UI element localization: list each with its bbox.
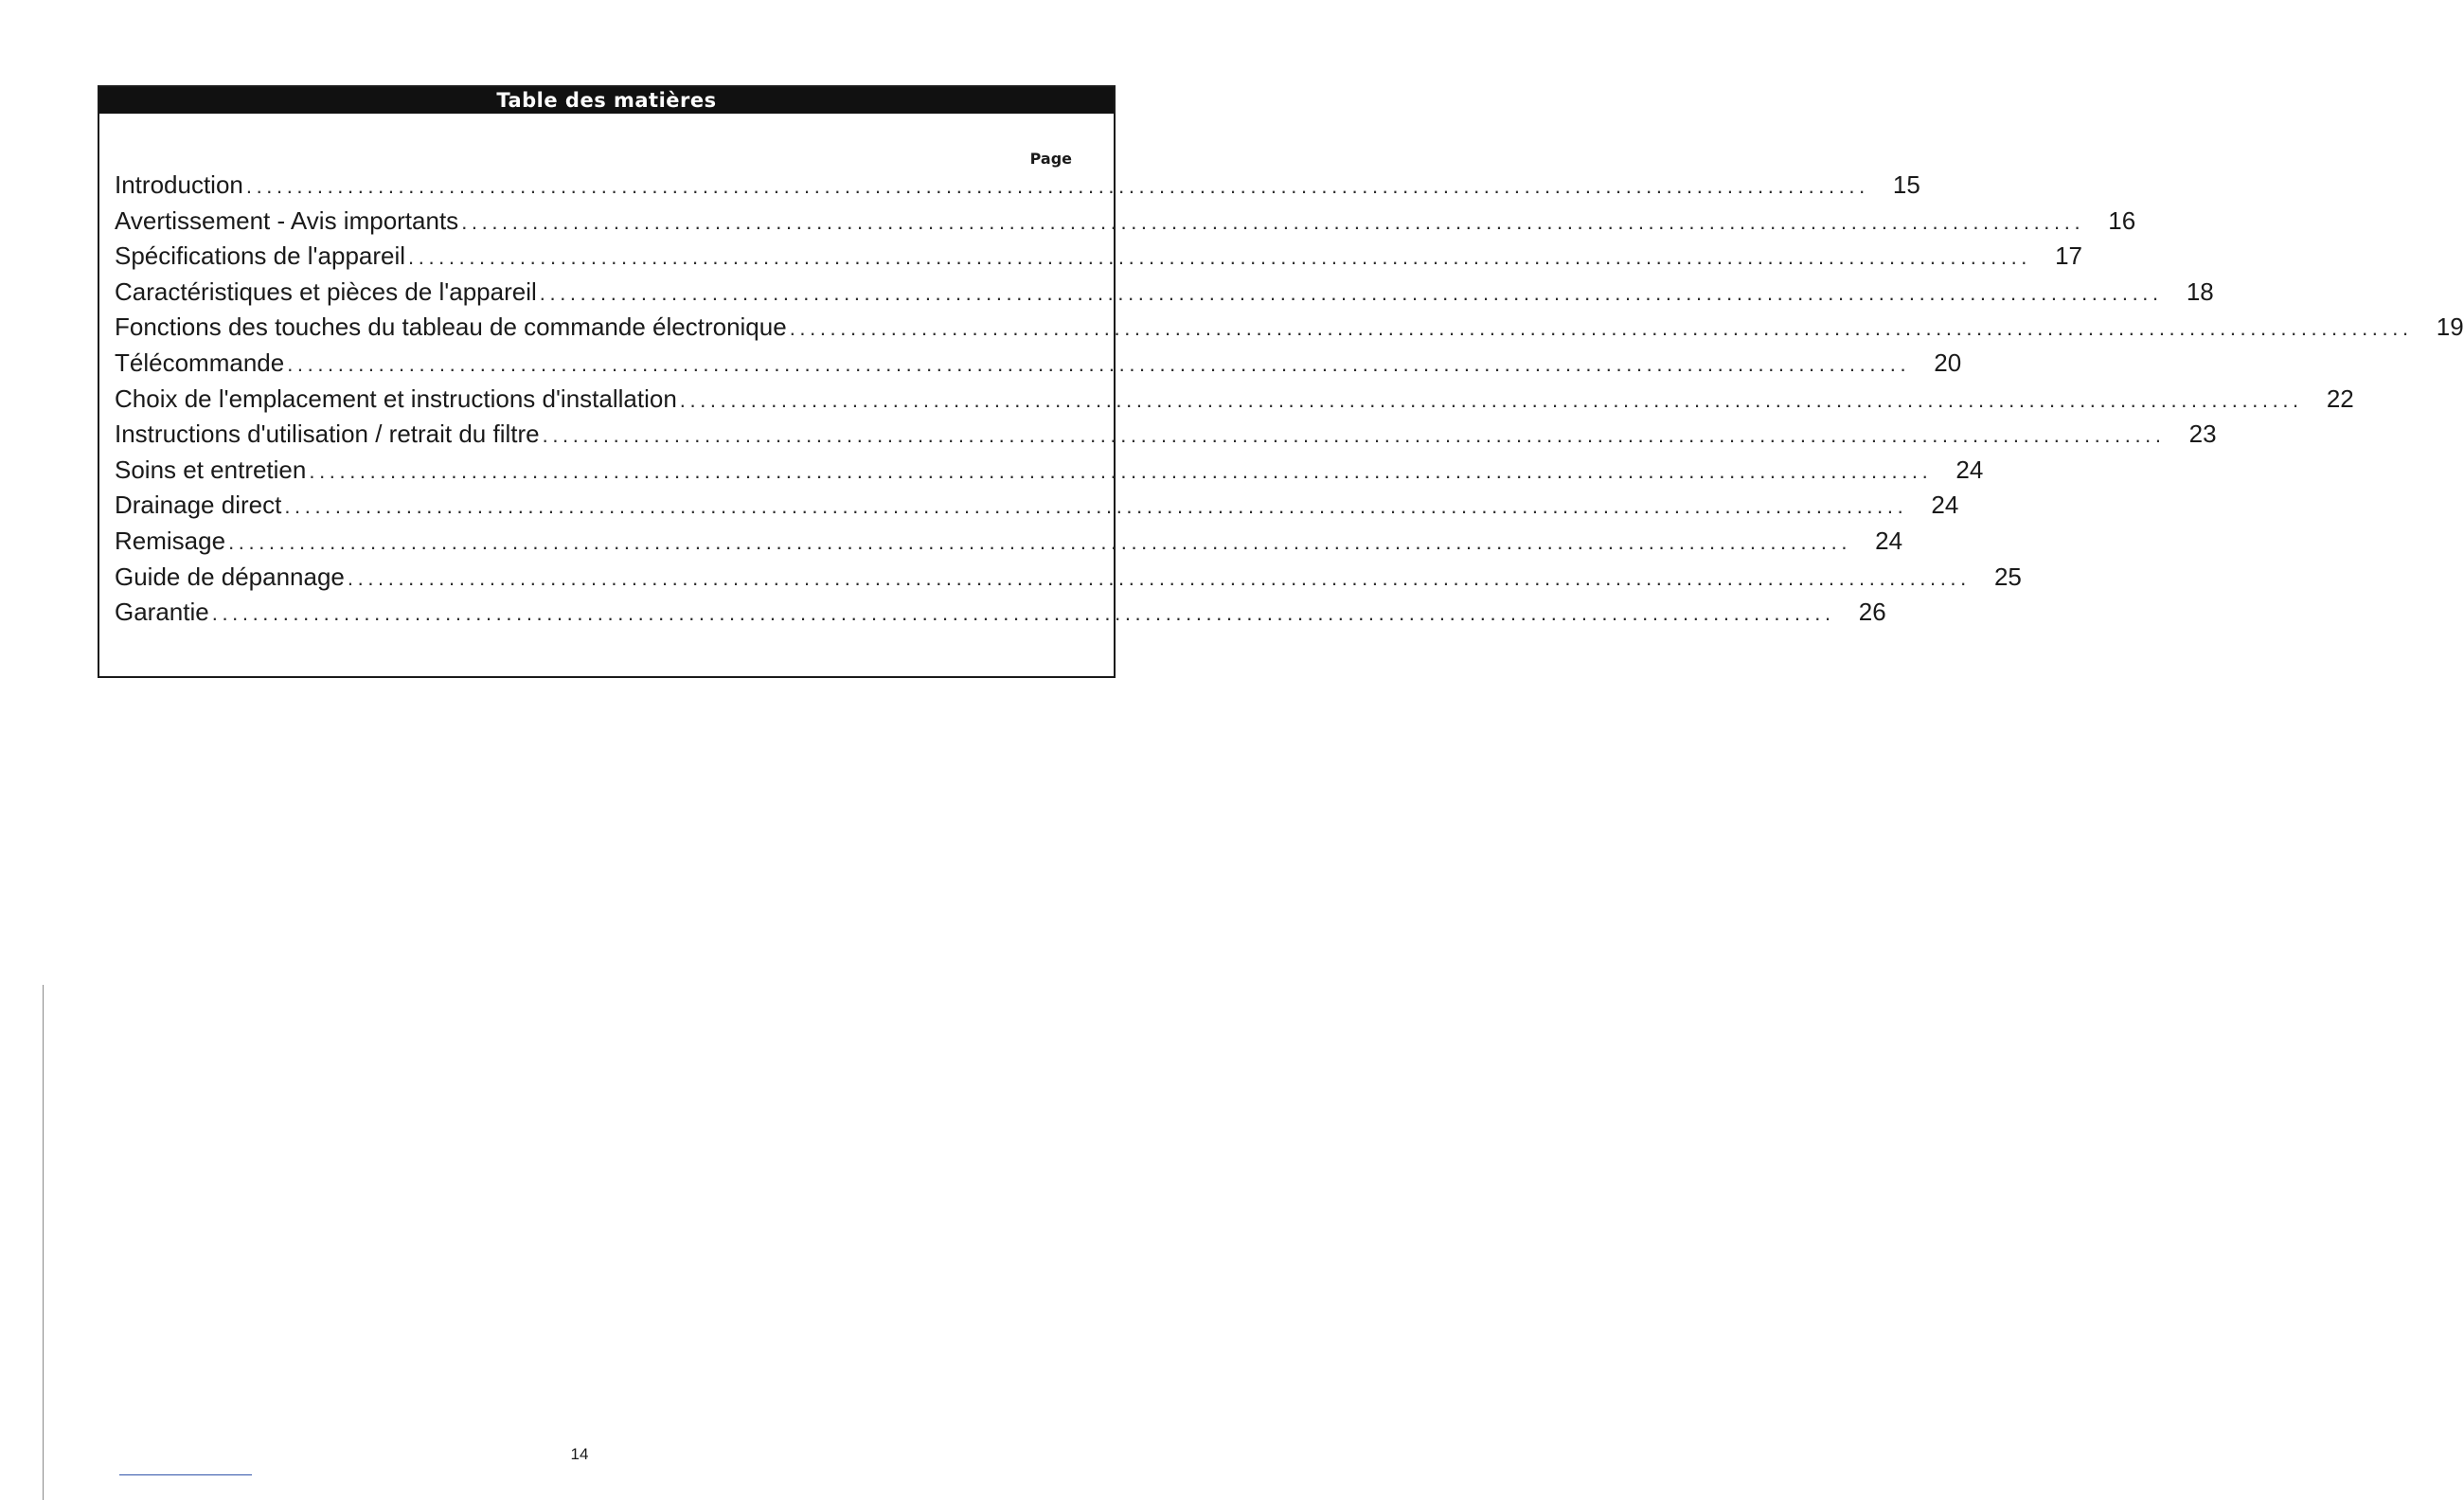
toc-entry xyxy=(115,277,2214,313)
toc-entry-page: 16 xyxy=(2108,205,2136,235)
toc-entry-page: 23 xyxy=(2188,420,2217,449)
toc-entry xyxy=(115,241,2083,277)
dot-leader: ................................................................................................................................................................ xyxy=(679,387,2303,412)
toc-entry-label: Spécifications de l'appareil xyxy=(115,241,406,271)
toc-entry xyxy=(115,455,1984,491)
toc-entry-page: 26 xyxy=(1858,598,1886,627)
dot-leader: ................................................................................................................................................................ xyxy=(309,458,1933,483)
toc-entry xyxy=(115,348,1962,384)
toc-entry xyxy=(115,562,2022,598)
toc-title: Table des matières xyxy=(99,87,1114,114)
page-column-label: Page xyxy=(1029,150,1072,168)
toc-entry-label: Instructions d'utilisation / retrait du filtre xyxy=(115,420,540,449)
toc-entry xyxy=(115,420,2217,455)
toc-entry xyxy=(115,170,1920,206)
dot-leader: ................................................................................................................................................................ xyxy=(347,565,1971,590)
toc-list xyxy=(115,170,2464,634)
toc-entry xyxy=(115,205,2136,242)
toc-entry-page: 24 xyxy=(1875,526,1903,555)
toc-entry-label: Soins et entretien xyxy=(115,455,307,484)
footnote-rule xyxy=(119,1474,252,1475)
page-number: 14 xyxy=(570,1445,589,1463)
toc-entry-page: 24 xyxy=(1931,491,1959,520)
toc-entry xyxy=(115,598,1886,634)
toc-entry xyxy=(115,384,2354,420)
dot-leader: ................................................................................................................................................................ xyxy=(211,601,1835,626)
toc-entry-page: 19 xyxy=(2436,312,2464,342)
toc-entry-label: Caractéristiques et pièces de l'appareil xyxy=(115,277,537,306)
dot-leader: ................................................................................................................................................................ xyxy=(408,245,2032,270)
table-of-contents-box xyxy=(98,85,2464,678)
toc-entry xyxy=(115,312,2464,348)
toc-entry-label: Drainage direct xyxy=(115,491,282,520)
toc-entry-label: Télécommande xyxy=(115,348,285,377)
toc-entry-label: Avertissement - Avis importants xyxy=(115,205,459,235)
dot-leader: ................................................................................................................................................................ xyxy=(287,351,1911,376)
toc-entry-label: Choix de l'emplacement et instructions d'installation xyxy=(115,384,677,413)
toc-entry xyxy=(115,526,1903,562)
toc-entry-page: 17 xyxy=(2055,241,2083,271)
toc-entry-page: 15 xyxy=(1892,170,1920,199)
left-margin-rule xyxy=(43,985,44,1500)
toc-entry-page: 22 xyxy=(2326,384,2354,413)
toc-entry-label: Introduction xyxy=(115,170,243,199)
toc-entry xyxy=(115,491,1959,527)
toc-entry-label: Guide de dépannage xyxy=(115,562,345,591)
dot-leader: ................................................................................................................................................................ xyxy=(789,316,2413,341)
dot-leader: ................................................................................................................................................................ xyxy=(228,529,1852,554)
toc-entry-label: Remisage xyxy=(115,526,226,555)
toc-entry-page: 20 xyxy=(1934,348,1962,377)
toc-entry-page: 18 xyxy=(2186,277,2214,306)
toc-entry-page: 24 xyxy=(1955,455,1984,484)
dot-leader: ................................................................................................................................................................ xyxy=(461,209,2085,234)
dot-leader: ................................................................................................................................................................ xyxy=(245,174,1869,198)
dot-leader: ................................................................................................................................................................ xyxy=(539,280,2163,305)
toc-entry-label: Fonctions des touches du tableau de commande électronique xyxy=(115,312,787,342)
dot-leader: ................................................................................................................................................................ xyxy=(284,494,1908,519)
dot-leader: ................................................................................................................................................................ xyxy=(542,423,2166,448)
toc-entry-label: Garantie xyxy=(115,598,209,627)
toc-entry-page: 25 xyxy=(1993,562,2022,591)
